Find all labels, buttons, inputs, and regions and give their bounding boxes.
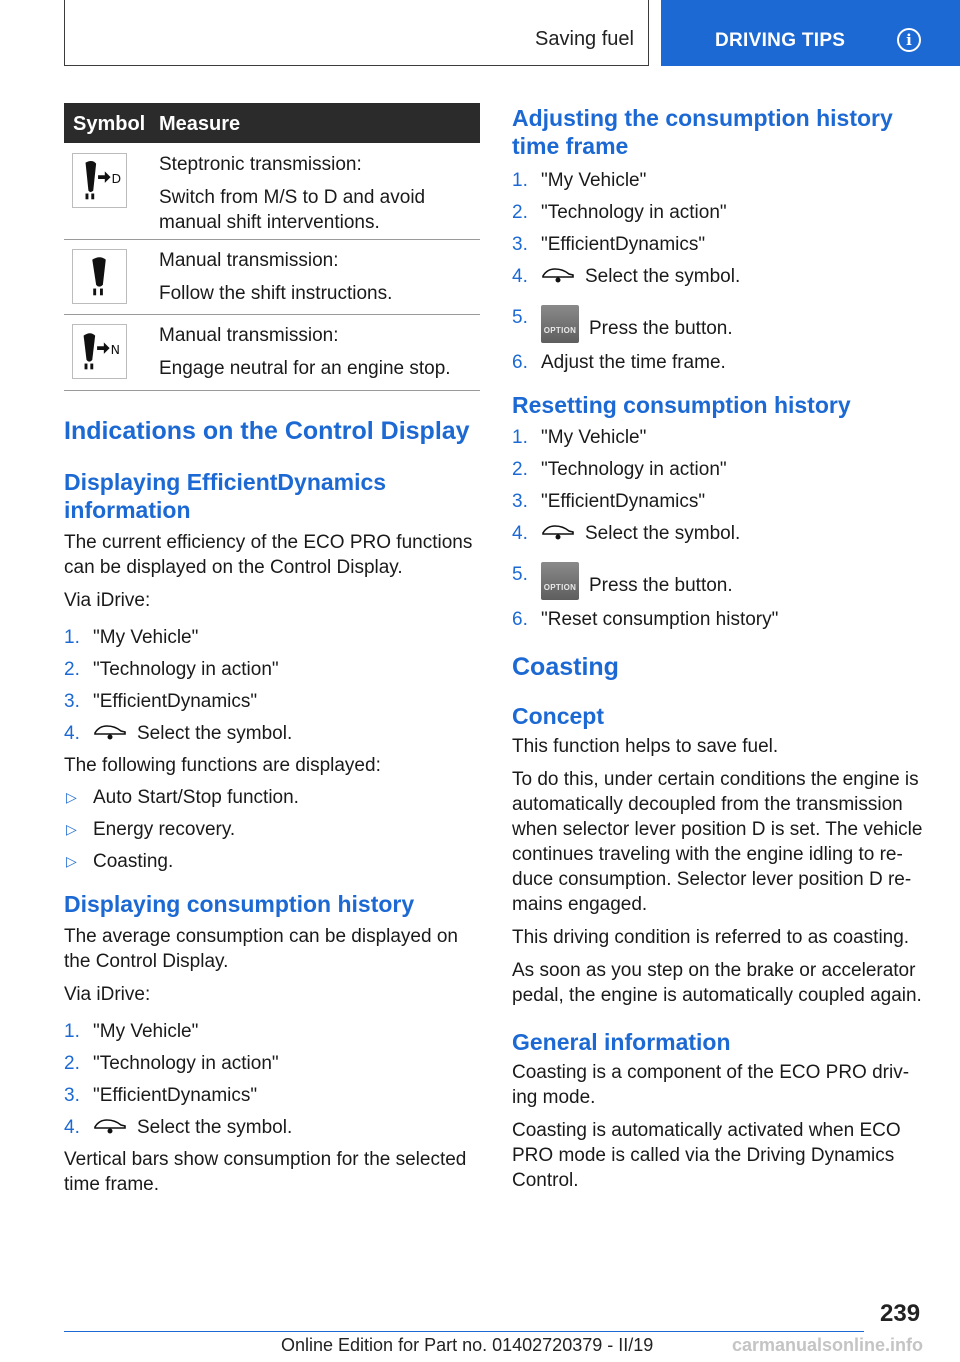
car-eco-icon [541, 266, 575, 284]
car-eco-icon [93, 723, 127, 741]
via-idrive-label: Via iDrive: [64, 590, 151, 611]
heading-indications: Indications on the Control Display [64, 417, 470, 445]
measure-title: Steptronic transmission: [159, 154, 362, 175]
table-header [64, 103, 480, 143]
watermark: carmanualsonline.info [732, 1335, 924, 1355]
list-item: 3. "EfficientDynamics" [512, 234, 706, 255]
list-item: 5. OPTION Press the button. [512, 562, 928, 600]
left-column [64, 416, 482, 1197]
paragraph-bars: Vertical bars show consumption for the selected time frame. [64, 1149, 467, 1195]
svg-text:D: D [111, 170, 122, 186]
list-item: 3. "EfficientDynamics" [512, 491, 706, 512]
heading-concept: Concept [512, 703, 604, 729]
header-measure: Measure [159, 113, 241, 135]
list-item: 5. OPTION Press the button. [512, 305, 928, 343]
header-section-box [64, 0, 649, 66]
functions-list [64, 785, 482, 874]
steps-list-1 [64, 625, 482, 746]
header-symbol: Symbol [73, 113, 146, 135]
paragraph-concept-3: This driving condition is referred to as coasting. [512, 927, 910, 948]
right-column [512, 104, 928, 1193]
measure-title: Manual transmission: [159, 325, 339, 346]
measure-cell [159, 323, 480, 389]
list-item: 1. "My Vehicle" [64, 627, 199, 648]
list-item: ▷ Energy recovery. [66, 819, 236, 840]
info-icon: i [897, 28, 921, 52]
heading-coasting: Coasting [512, 653, 619, 681]
car-eco-icon [541, 523, 575, 541]
footer-divider [64, 1331, 864, 1332]
option-button-icon: OPTION [541, 305, 579, 343]
chapter-title: DRIVING TIPS [715, 30, 846, 51]
list-item: 3. "EfficientDynamics" [64, 691, 258, 712]
list-item: 4. Select the symbol. [64, 1117, 293, 1138]
section-title: Saving fuel [535, 28, 634, 50]
list-item: 6. Adjust the time frame. [512, 352, 726, 373]
heading-reset-history: Resetting consumption history [512, 392, 851, 418]
heading-consumption-history: Displaying consumption history [64, 891, 415, 917]
table-row [64, 315, 480, 391]
measure-text: Follow the shift instructions. [159, 283, 393, 304]
measure-cell [159, 248, 480, 314]
table-row [64, 240, 480, 315]
list-item: 1. "My Vehicle" [512, 427, 647, 448]
header-chapter-box [661, 0, 960, 66]
measure-title: Manual transmission: [159, 250, 339, 271]
gear-lever-to-d-icon [72, 153, 127, 208]
paragraph-general-2: Coasting is automatically activated when ECO PRO mode is called via the Driving Dynamics Control. [512, 1120, 901, 1191]
list-item: 2. "Technology in action" [512, 202, 727, 223]
page-number: 239 [880, 1300, 921, 1327]
car-eco-icon [93, 1117, 127, 1135]
list-item: 3. "EfficientDynamics" [64, 1085, 258, 1106]
list-item: 1. "My Vehicle" [64, 1021, 199, 1042]
steps-list-2 [64, 1019, 482, 1140]
heading-adjust-time-frame: Adjusting the consumption history time frame [512, 105, 893, 159]
gear-lever-to-n-icon [72, 324, 127, 379]
list-item: 1. "My Vehicle" [512, 170, 647, 191]
list-item: ▷ Auto Start/Stop function. [66, 787, 299, 808]
paragraph-efficiency: The current efficiency of the ECO PRO functions can be displayed on the Control Display. [64, 532, 473, 578]
paragraph-history: The average consumption can be displayed on the Control Display. [64, 926, 458, 972]
paragraph-general-1: Coasting is a component of the ECO PRO driv‐ing mode. [512, 1062, 910, 1108]
list-item: 2. "Technology in action" [512, 459, 727, 480]
paragraph-following: The following functions are displayed: [64, 755, 381, 776]
heading-efficientdynamics: Displaying EfficientDynamics information [64, 469, 387, 523]
symbol-measure-table [64, 103, 480, 391]
list-item: ▷ Coasting. [66, 851, 174, 872]
list-item: 4. Select the symbol. [512, 266, 741, 287]
gear-lever-icon [72, 249, 127, 304]
paragraph-concept-1: This function helps to save fuel. [512, 736, 779, 757]
measure-text: Engage neutral for an engine stop. [159, 358, 451, 379]
measure-cell [159, 152, 480, 243]
paragraph-concept-4: As soon as you step on the brake or accelerator pedal, the engine is automatically coupled again. [512, 960, 922, 1006]
list-item: 4. Select the symbol. [64, 723, 293, 744]
list-item: 6. "Reset consumption history" [512, 609, 779, 630]
list-item: 2. "Technology in action" [64, 1053, 279, 1074]
heading-general-information: General information [512, 1029, 731, 1055]
adjust-steps-list [512, 168, 928, 375]
option-button-icon: OPTION [541, 562, 579, 600]
footer-edition: Online Edition for Part no. 01402720379 - II/19 [281, 1335, 654, 1355]
table-row [64, 143, 480, 240]
measure-text: Switch from M/S to D and avoid manual shift interventions. [159, 187, 426, 233]
paragraph-concept-2: To do this, under certain conditions the engine is automatically decoupled from the transmission when selector lever position D is set. The vehicle continues traveling with the engine idling to re‐duce consumption. Selector lever position D re‐mains engaged. [512, 769, 923, 915]
reset-steps-list [512, 425, 928, 632]
list-item: 2. "Technology in action" [64, 659, 279, 680]
list-item: 4. Select the symbol. [512, 523, 741, 544]
via-idrive-label: Via iDrive: [64, 984, 151, 1005]
svg-text:N: N [110, 341, 120, 357]
